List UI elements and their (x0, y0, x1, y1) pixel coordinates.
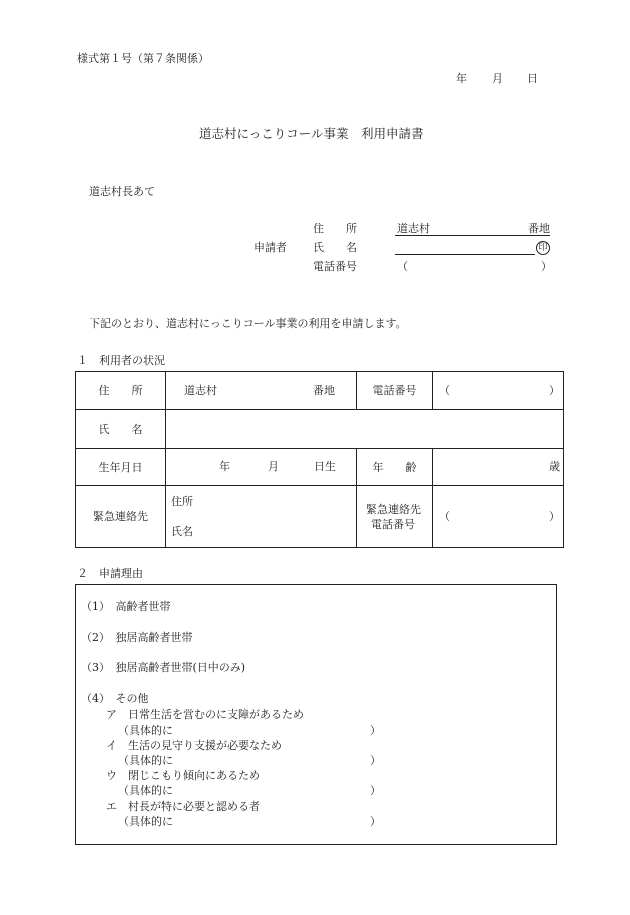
birth-day: 日生 (314, 460, 336, 473)
section1-heading: １ 利用者の状況 (77, 354, 165, 367)
intro-text: 下記のとおり、道志村にっこりコール事業の利用を申請します。 (89, 317, 407, 330)
emergency-address-label: 住所 (171, 495, 193, 508)
date-month: 月 (492, 72, 503, 85)
emergency-label: 緊急連絡先 (76, 486, 166, 548)
user-status-table (75, 371, 564, 548)
form-number: 様式第１号（第７条関係） (77, 52, 209, 65)
birthdate-label: 生年月日 (76, 449, 166, 486)
applicant-phone-label: 電話番号 (313, 260, 357, 273)
applicant-address-suffix: 番地 (528, 222, 550, 235)
birth-year: 年 (219, 460, 230, 473)
user-address-label: 住 所 (76, 372, 166, 410)
applicant-address-label: 住 所 (313, 222, 357, 235)
emergency-phone-open: （ (439, 510, 450, 523)
page-title: 道志村にっこりコール事業 利用申請書 (199, 126, 424, 141)
emergency-phone-close: ） (549, 510, 560, 523)
other-item-d-detail: （具体的に (118, 815, 173, 828)
applicant-name-line[interactable] (395, 254, 535, 255)
user-address-cell[interactable] (166, 372, 357, 410)
user-phone-close: ） (549, 384, 560, 397)
birthdate-cell[interactable] (166, 449, 357, 486)
reason-1[interactable]: （1） 高齢者世帯 (81, 600, 171, 613)
age-cell[interactable] (433, 449, 564, 486)
other-item-b-detail: （具体的に (118, 754, 173, 767)
age-label: 年 齢 (357, 449, 433, 486)
addressee: 道志村長あて (89, 185, 155, 198)
applicant-address-prefix: 道志村 (397, 222, 430, 235)
applicant-phone-close: ） (541, 260, 552, 273)
applicant-address-line[interactable] (395, 235, 550, 236)
applicant-name-label: 氏 名 (313, 241, 357, 254)
applicant-phone-open: （ (397, 260, 408, 273)
age-unit: 歳 (549, 460, 560, 473)
other-item-c-close: ） (370, 784, 381, 797)
birth-month: 月 (268, 460, 279, 473)
other-item-a-detail: （具体的に (118, 724, 173, 737)
applicant-label: 申請者 (254, 241, 287, 254)
emergency-phone-label-line1: 緊急連絡先 (366, 503, 421, 516)
emergency-phone-label-line2: 電話番号 (371, 518, 415, 531)
user-phone-label: 電話番号 (357, 372, 433, 410)
user-address-suffix: 番地 (313, 384, 335, 397)
user-name-label: 氏 名 (76, 410, 166, 449)
date-day: 日 (527, 72, 538, 85)
emergency-phone-label (357, 486, 433, 548)
emergency-name-label: 氏名 (171, 525, 193, 538)
other-item-d[interactable]: エ 村長が特に必要と認める者 (106, 800, 260, 813)
user-phone-open: （ (439, 384, 450, 397)
date-year: 年 (456, 72, 467, 85)
application-reasons-box (75, 584, 557, 845)
reason-2[interactable]: （2） 独居高齢者世帯 (81, 631, 193, 644)
other-item-a-close: ） (370, 724, 381, 737)
other-item-d-close: ） (370, 815, 381, 828)
emergency-contact-cell[interactable] (166, 486, 357, 548)
other-item-b[interactable]: イ 生活の見守り支援が必要なため (106, 739, 282, 752)
user-name-cell[interactable] (166, 410, 564, 449)
user-phone-cell[interactable] (433, 372, 564, 410)
emergency-phone-cell[interactable] (433, 486, 564, 548)
reason-3[interactable]: （3） 独居高齢者世帯(日中のみ) (81, 661, 246, 674)
other-item-c-detail: （具体的に (118, 784, 173, 797)
other-item-c[interactable]: ウ 閉じこもり傾向にあるため (106, 769, 260, 782)
seal-mark: 印 (536, 241, 550, 255)
other-item-a[interactable]: ア 日常生活を営むのに支障があるため (106, 708, 304, 721)
reason-4[interactable]: （4） その他 (81, 692, 149, 705)
user-address-prefix: 道志村 (184, 384, 217, 397)
section2-heading: ２ 申請理由 (77, 567, 143, 580)
other-item-b-close: ） (370, 754, 381, 767)
